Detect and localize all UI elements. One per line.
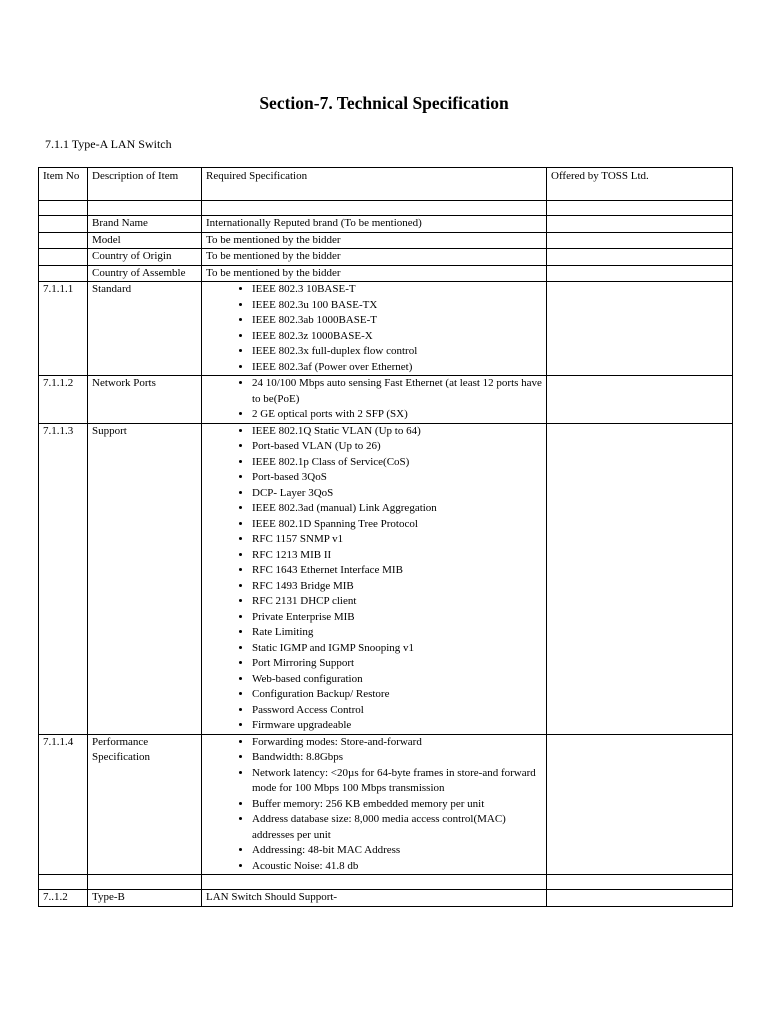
item-no-cell: 7.1.1.4 [39, 734, 88, 875]
item-no-cell: 7.1.1.2 [39, 376, 88, 424]
page-title: Section-7. Technical Specification [259, 93, 509, 113]
offered-cell [547, 232, 733, 249]
offered-cell [547, 282, 733, 376]
header-offered: Offered by TOSS Ltd. [547, 168, 733, 201]
spec-list-item: • RFC 1493 Bridge MIB [252, 579, 542, 595]
description-cell: Support [88, 423, 202, 734]
spec-list-item: • IEEE 802.3 10BASE-T [252, 282, 542, 298]
description-cell: Model [88, 232, 202, 249]
item-no-cell [39, 232, 88, 249]
section-subheading: 7.1.1 Type-A LAN Switch [45, 137, 172, 151]
offered-cell [547, 249, 733, 266]
offered-cell [547, 265, 733, 282]
table-row-performance [39, 734, 733, 875]
spec-list-item: • Configuration Backup/ Restore [252, 687, 542, 703]
spec-list-item: • Port-based 3QoS [252, 470, 542, 486]
spec-list-item: • IEEE 802.1D Spanning Tree Protocol [252, 517, 542, 533]
blank-row [39, 875, 733, 890]
spec-list-item: • Port-based VLAN (Up to 26) [252, 439, 542, 455]
spec-bullet-list [206, 376, 542, 423]
table-row-network-ports [39, 376, 733, 424]
spec-list-item: • RFC 1157 SNMP v1 [252, 532, 542, 548]
description-cell: Standard [88, 282, 202, 376]
spec-list-item: • DCP- Layer 3QoS [252, 486, 542, 502]
spec-list-item: • Web-based configuration [252, 672, 542, 688]
spec-list-item: • Acoustic Noise: 41.8 db [252, 859, 542, 875]
required-spec-cell: To be mentioned by the bidder [202, 249, 547, 266]
spec-list-item: • IEEE 802.1Q Static VLAN (Up to 64) [252, 424, 542, 440]
offered-cell [547, 890, 733, 907]
table-row-support [39, 423, 733, 734]
spec-list-item: • Addressing: 48-bit MAC Address [252, 843, 542, 859]
spec-list-item: • RFC 1643 Ethernet Interface MIB [252, 563, 542, 579]
spec-list-item: • IEEE 802.3ad (manual) Link Aggregation [252, 501, 542, 517]
table-row [39, 216, 733, 233]
item-no-cell [39, 249, 88, 266]
offered-cell [547, 216, 733, 233]
spec-list-item: • IEEE 802.3af (Power over Ethernet) [252, 360, 542, 376]
required-spec-cell [202, 376, 547, 424]
required-spec-cell [202, 282, 547, 376]
spec-list-item: • IEEE 802.3z 1000BASE-X [252, 329, 542, 345]
table-row-type-b [39, 890, 733, 907]
table-header-row [39, 168, 733, 201]
spec-list-item: • RFC 1213 MIB II [252, 548, 542, 564]
spec-list-item: • IEEE 802.3u 100 BASE-TX [252, 298, 542, 314]
spec-list-item: • Password Access Control [252, 703, 542, 719]
offered-cell [547, 423, 733, 734]
spec-list-item: • Address database size: 8,000 media access control(MAC) addresses per unit [252, 812, 542, 843]
blank-row [39, 201, 733, 216]
spec-list-item: • Network latency: <20µs for 64-byte frames in store-and forward mode for 100 Mbps 100 Mbps transmission [252, 766, 542, 797]
spec-list-item: • Forwarding modes: Store-and-forward [252, 735, 542, 751]
spec-list-item: • 2 GE optical ports with 2 SFP (SX) [252, 407, 542, 423]
spec-list-item: • Private Enterprise MIB [252, 610, 542, 626]
item-no-cell: 7.1.1.3 [39, 423, 88, 734]
item-no-cell: 7..1.2 [39, 890, 88, 907]
table-row [39, 249, 733, 266]
description-cell: Brand Name [88, 216, 202, 233]
header-description: Description of Item [88, 168, 202, 201]
required-spec-cell: To be mentioned by the bidder [202, 265, 547, 282]
description-cell: Network Ports [88, 376, 202, 424]
spec-list-item: • RFC 2131 DHCP client [252, 594, 542, 610]
description-cell: Country of Assemble [88, 265, 202, 282]
spec-list-item: • Port Mirroring Support [252, 656, 542, 672]
table-row-standard [39, 282, 733, 376]
item-no-cell [39, 216, 88, 233]
offered-cell [547, 734, 733, 875]
required-spec-cell: LAN Switch Should Support- [202, 890, 547, 907]
spec-list-item: • Rate Limiting [252, 625, 542, 641]
spec-list-item: • IEEE 802.3x full-duplex flow control [252, 344, 542, 360]
spec-list-item: • Static IGMP and IGMP Snooping v1 [252, 641, 542, 657]
header-item-no: Item No [39, 168, 88, 201]
item-no-cell: 7.1.1.1 [39, 282, 88, 376]
table-row [39, 232, 733, 249]
spec-bullet-list [206, 282, 542, 375]
header-required-spec: Required Specification [202, 168, 547, 201]
offered-cell [547, 376, 733, 424]
spec-bullet-list [206, 735, 542, 875]
description-cell: Performance Specification [88, 734, 202, 875]
spec-list-item: • IEEE 802.3ab 1000BASE-T [252, 313, 542, 329]
spec-list-item: • Firmware upgradeable [252, 718, 542, 734]
description-cell: Type-B [88, 890, 202, 907]
required-spec-cell: To be mentioned by the bidder [202, 232, 547, 249]
item-no-cell [39, 265, 88, 282]
spec-bullet-list [206, 424, 542, 734]
spec-list-item: • 24 10/100 Mbps auto sensing Fast Ethernet (at least 12 ports have to be(PoE) [252, 376, 542, 407]
required-spec-cell: Internationally Reputed brand (To be mentioned) [202, 216, 547, 233]
required-spec-cell [202, 423, 547, 734]
table-row [39, 265, 733, 282]
spec-list-item: • Bandwidth: 8.8Gbps [252, 750, 542, 766]
description-cell: Country of Origin [88, 249, 202, 266]
required-spec-cell [202, 734, 547, 875]
spec-list-item: • IEEE 802.1p Class of Service(CoS) [252, 455, 542, 471]
spec-table [38, 167, 733, 907]
spec-list-item: • Buffer memory: 256 KB embedded memory per unit [252, 797, 542, 813]
